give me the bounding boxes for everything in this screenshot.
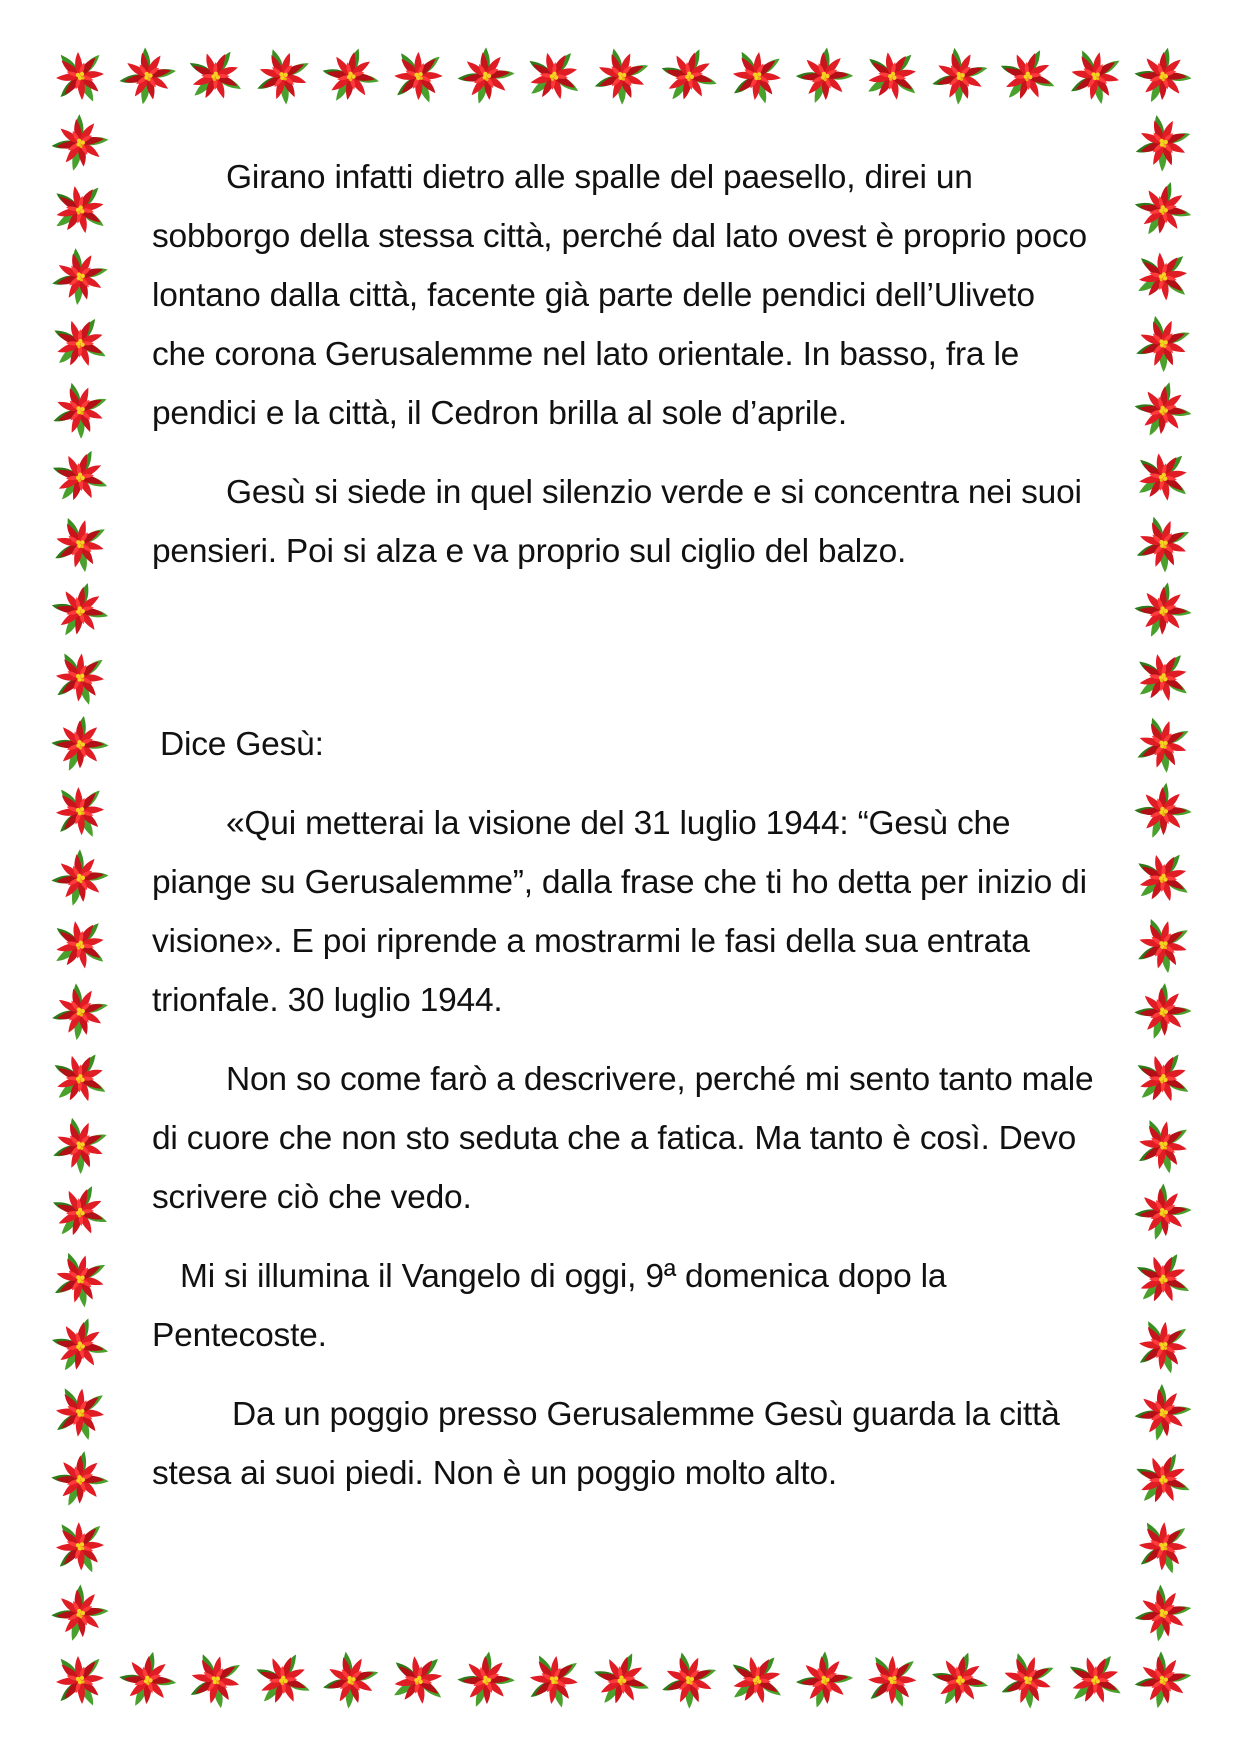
poinsettia-icon — [1127, 176, 1197, 244]
poinsettia-icon — [249, 1649, 315, 1713]
poinsettia-icon — [522, 48, 582, 105]
poinsettia-icon — [1127, 777, 1198, 848]
poinsettia-icon — [1127, 977, 1198, 1048]
poinsettia-icon — [45, 1180, 112, 1245]
poinsettia-icon — [45, 243, 114, 313]
poinsettia-icon — [1131, 849, 1192, 907]
poinsettia-icon — [182, 46, 246, 107]
paragraph: Mi si illumina il Vangelo di oggi, 9ª domenica dopo la Pentecoste. — [152, 1258, 947, 1354]
poinsettia-icon — [1134, 251, 1189, 302]
poinsettia-icon — [47, 377, 113, 445]
poinsettia-icon — [863, 50, 920, 103]
poinsettia-icon — [726, 1652, 786, 1708]
paragraph: Gesù si siede in quel silenzio verde e si concentra nei suoi pensieri. Poi si alza e va proprio sul ciglio del balzo. — [152, 474, 1082, 570]
poinsettia-icon — [316, 1646, 384, 1716]
poinsettia-icon — [1127, 1378, 1197, 1449]
poinsettia-icon — [52, 1384, 108, 1444]
poinsettia-icon — [788, 41, 859, 112]
paragraph: Dice Gesù: — [160, 726, 324, 763]
poinsettia-icon — [1127, 376, 1197, 445]
poinsettia-icon — [49, 513, 110, 577]
poinsettia-icon — [924, 1647, 994, 1715]
poinsettia-icon — [1127, 42, 1198, 112]
poinsettia-icon — [1127, 1579, 1197, 1650]
poinsettia-icon — [389, 1654, 445, 1706]
poinsettia-icon — [112, 42, 182, 113]
poinsettia-icon — [55, 1521, 105, 1575]
poinsettia-icon — [44, 1579, 115, 1650]
poinsettia-icon — [44, 108, 115, 179]
poinsettia-icon — [655, 1647, 722, 1715]
poinsettia-icon — [788, 1645, 859, 1716]
poinsettia-icon — [525, 1651, 582, 1711]
poinsettia-icon — [45, 978, 114, 1048]
poinsettia-icon — [47, 1049, 110, 1109]
poinsettia-icon — [47, 313, 111, 374]
poinsettia-icon — [49, 1248, 111, 1313]
poinsettia-icon — [44, 1445, 115, 1515]
poinsettia-icon — [1063, 1650, 1126, 1710]
poinsettia-icon — [1130, 1049, 1193, 1109]
poinsettia-icon — [44, 843, 115, 914]
paragraph: Da un poggio presso Gerusalemme Gesù guarda la città stesa ai suoi piedi. Non è un poggio molto alto. — [152, 1396, 1060, 1492]
poinsettia-icon — [52, 649, 108, 708]
poinsettia-icon — [1129, 109, 1196, 178]
poinsettia-icon — [925, 42, 993, 112]
poinsettia-icon — [1132, 650, 1191, 706]
spacer — [152, 601, 1097, 715]
poinsettia-icon — [56, 786, 105, 839]
poinsettia-icon — [1129, 310, 1195, 378]
paragraph: Non so come farò a descrivere, perché mi sento tanto male di cuore che non sto seduta che a fatica. Ma tanto è così. Devo scrivere ciò che vedo. — [152, 1061, 1094, 1216]
poinsettia-icon — [993, 44, 1059, 108]
poinsettia-icon — [185, 1649, 246, 1713]
poinsettia-icon — [1127, 1646, 1197, 1717]
poinsettia-icon — [44, 577, 114, 645]
poinsettia-icon — [588, 43, 654, 111]
poinsettia-icon — [1134, 1317, 1191, 1377]
poinsettia-icon — [1133, 1115, 1192, 1177]
poinsettia-icon — [251, 44, 315, 110]
poinsettia-icon — [1127, 576, 1198, 646]
poinsettia-icon — [654, 43, 722, 110]
poinsettia-icon — [315, 42, 385, 110]
poinsettia-icon — [1130, 512, 1195, 579]
poinsettia-icon — [1132, 914, 1193, 978]
poinsettia-icon — [46, 1112, 112, 1180]
poinsettia-icon — [1129, 1448, 1195, 1512]
poinsettia-icon — [1135, 1518, 1190, 1576]
poinsettia-icon — [1133, 451, 1190, 504]
poinsettia-icon — [450, 41, 521, 112]
poinsettia-icon — [44, 1312, 114, 1380]
poinsettia-icon — [450, 1645, 521, 1716]
paragraph: «Qui metterai la visione del 31 luglio 1944: “Gesù che piange su Gerusalemme”, dalla frase che ti ho detta per inizio di visione». E poi riprende a mostrarmi le fasi della sua entrata trionfale. 30 luglio 1944. — [152, 805, 1087, 1019]
poinsettia-icon — [866, 1653, 919, 1710]
poinsettia-icon — [728, 47, 784, 107]
document-body — [152, 148, 1097, 1523]
poinsettia-icon — [1131, 713, 1194, 779]
poinsettia-icon — [50, 918, 108, 972]
poinsettia-icon — [44, 710, 115, 780]
poinsettia-icon — [1127, 1178, 1198, 1249]
poinsettia-icon — [1065, 46, 1125, 109]
poinsettia-icon — [111, 1646, 182, 1716]
poinsettia-icon — [56, 51, 104, 103]
poinsettia-icon — [56, 1655, 104, 1707]
paragraph: Girano infatti dietro alle spalle del paesello, direi un sobborgo della stessa città, perché dal lato ovest è proprio poco lontano dalla città, facente già parte delle pendici dell’Uliveto che corona Gerusalemme nel lato orientale. In basso, fra le pendici e la città, il Cedron brilla al sole d’aprile. — [152, 159, 1087, 432]
poinsettia-icon — [45, 445, 112, 510]
poinsettia-icon — [392, 49, 444, 105]
poinsettia-icon — [995, 1648, 1059, 1714]
poinsettia-icon — [586, 1648, 654, 1714]
poinsettia-icon — [50, 182, 108, 237]
poinsettia-icon — [1130, 1248, 1195, 1310]
